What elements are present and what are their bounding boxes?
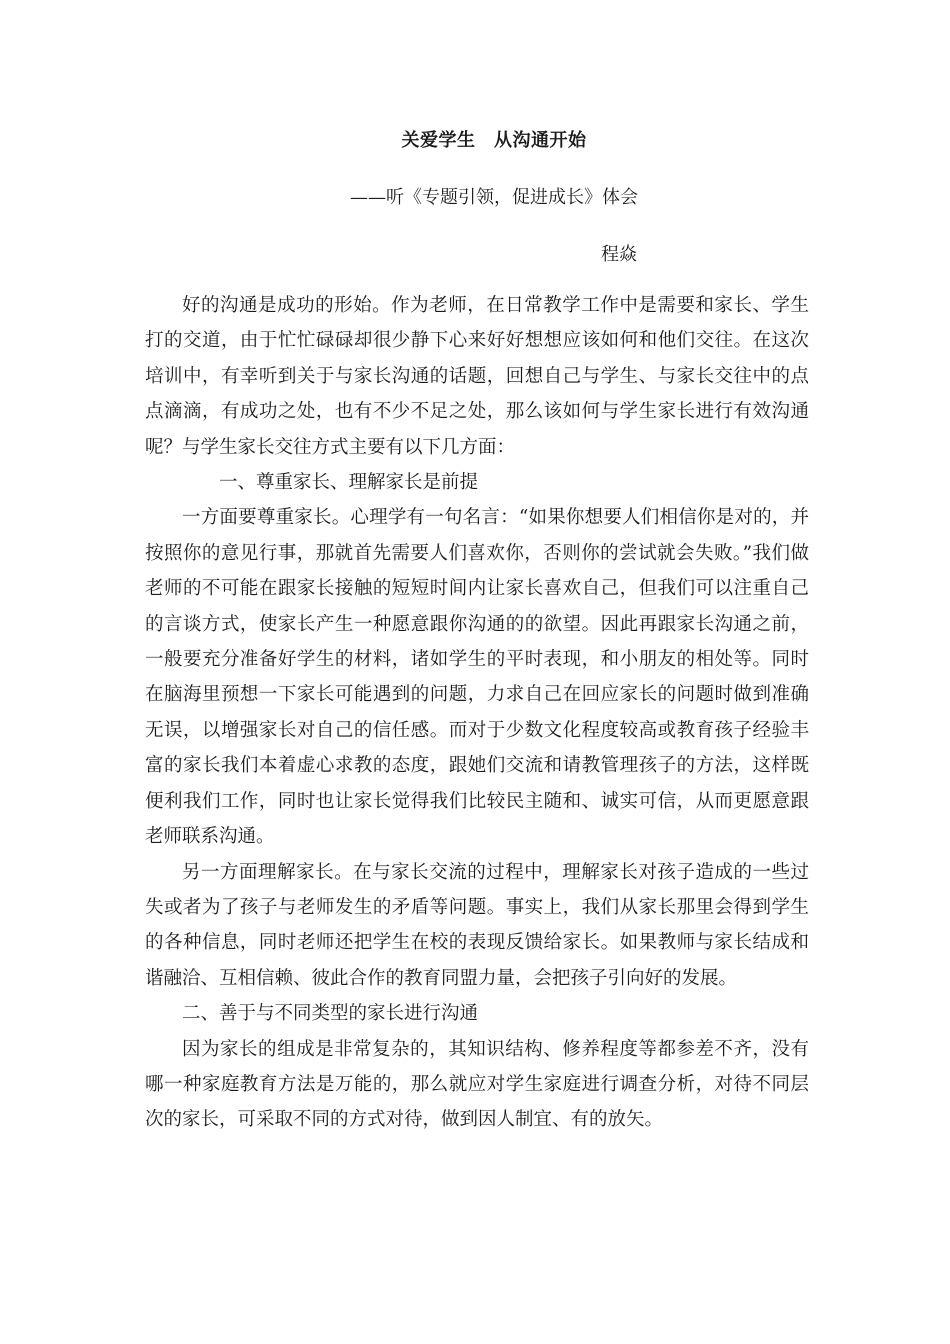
section-heading-one: 一、尊重家长、理解家长是前提	[219, 472, 479, 494]
body-paragraph: 因为家长的组成是非常复杂的，其知识结构、修养程度等都参差不齐，没有哪一种家庭教育方法是万能的，那么就应对学生家庭进行调查分析，对待不同层次的家长，可采取不同的方式对待，做到因人制宜、有的放矢。	[145, 1038, 809, 1131]
document-body	[145, 288, 809, 1138]
body-paragraph: 一方面要尊重家长。心理学有一句名言：“如果你想要人们相信你是对的，并按照你的意见行事，那就首先需要人们喜欢你，否则你的尝试就会失败。”我们做老师的不可能在跟家长接触的短短时间内让家长喜欢自己，但我们可以注重自己的言谈方式，使家长产生一种愿意跟你沟通的的欲望。因此再跟家长沟通之前，一般要充分准备好学生的材料，诸如学生的平时表现，和小朋友的相处等。同时在脑海里预想一下家长可能遇到的问题，力求自己在回应家长的问题时做到准确无误，以增强家长对自己的信任感。而对于少数文化程度较高或教育孩子经验丰富的家长我们本着虚心求教的态度，跟她们交流和请教管理孩子的方法，这样既便利我们工作，同时也让家长觉得我们比较民主随和、诚实可信，从而更愿意跟老师联系沟通。	[145, 507, 809, 848]
document-subtitle: ——听《专题引领，促进成长》体会	[350, 187, 638, 208]
author-name: 程焱	[601, 244, 637, 265]
intro-paragraph: 好的沟通是成功的形始。作为老师，在日常教学工作中是需要和家长、学生打的交道，由于忙忙碌碌却很少静下心来好好想想应该如何和他们交往。在这次培训中，有幸听到关于与家长沟通的话题，回想自己与学生、与家长交往中的点点滴滴，有成功之处，也有不少不足之处，那么该如何与学生家长进行有效沟通呢？与学生家长交往方式主要有以下几方面：	[145, 295, 809, 458]
body-paragraph: 另一方面理解家长。在与家长交流的过程中，理解家长对孩子造成的一些过失或者为了孩子与老师发生的矛盾等问题。事实上，我们从家长那里会得到学生的各种信息，同时老师还把学生在校的表现反馈给家长。如果教师与家长结成和谐融洽、互相信赖、彼此合作的教育同盟力量，会把孩子引向好的发展。	[145, 861, 809, 989]
document-title: 关爱学生 从沟通开始	[401, 130, 587, 151]
section-heading-two: 二、善于与不同类型的家长进行沟通	[182, 1003, 479, 1025]
